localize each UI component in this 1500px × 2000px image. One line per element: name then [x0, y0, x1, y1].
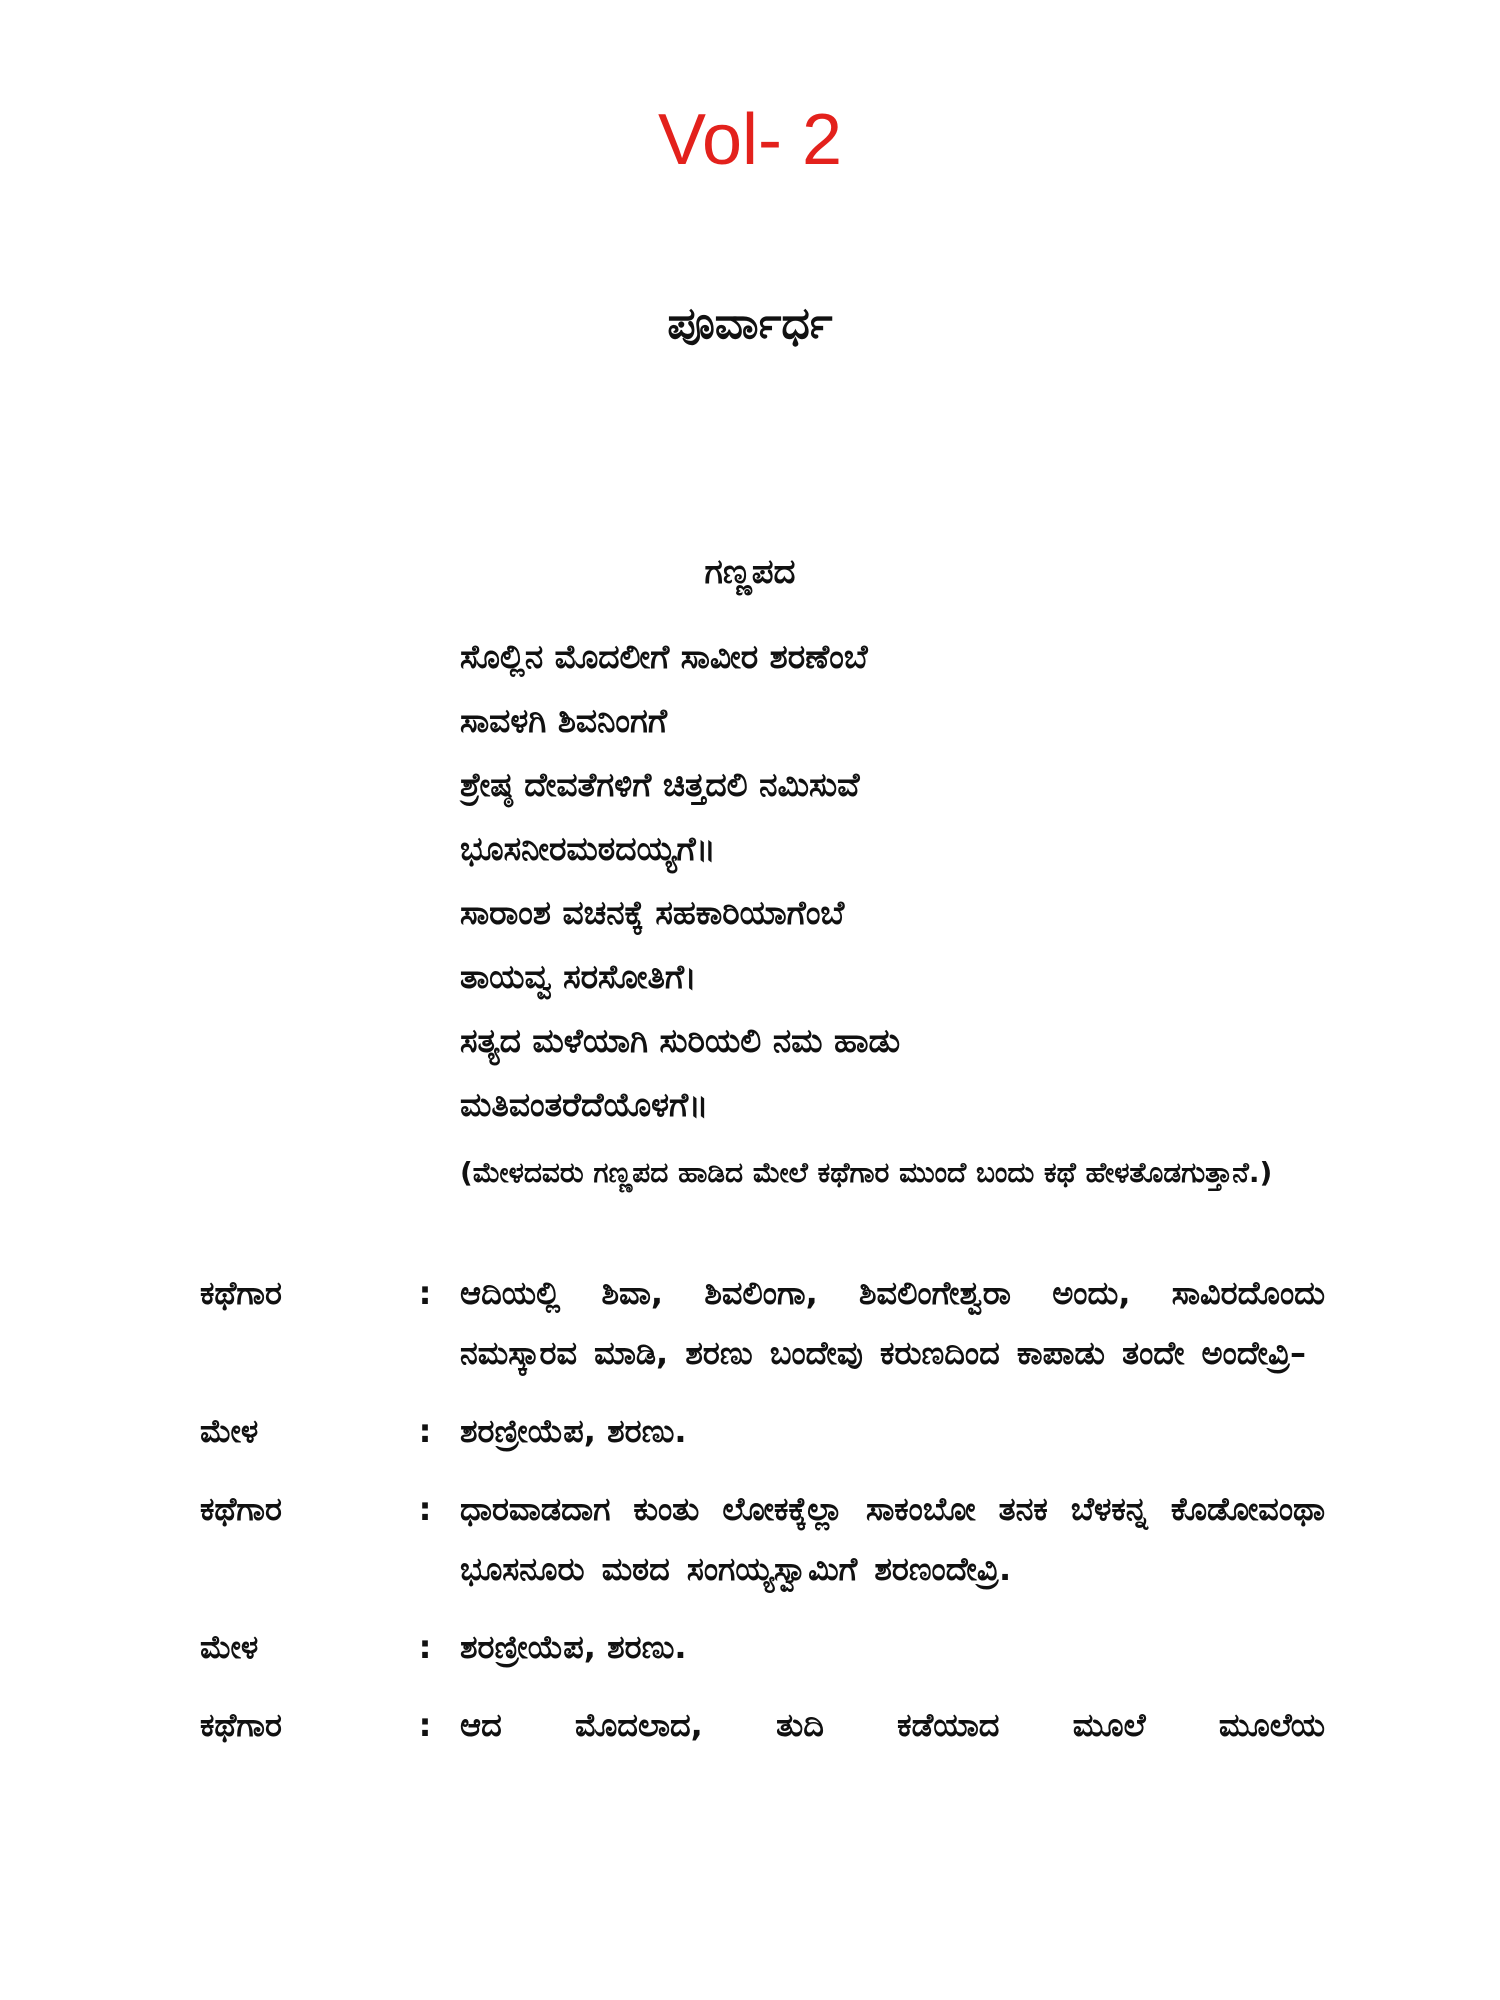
speaker-separator: : — [418, 1490, 432, 1528]
speaker-name: ಕಥೆಗಾರ — [200, 1706, 282, 1744]
speaker-name: ಮೇಳ — [200, 1628, 259, 1666]
dialogue-row — [200, 1401, 1325, 1461]
dialogue-section — [200, 1263, 1325, 1773]
speech-text: ಶರಣ್ರೀಯೆಪ, ಶರಣು. — [460, 1628, 687, 1666]
verse-line: ಮತಿವಂತರೆದೆಯೊಳಗೆ॥ — [460, 1085, 709, 1124]
speech-text: ಆದಿಯಲ್ಲಿ ಶಿವಾ, ಶಿವಲಿಂಗಾ, ಶಿವಲಿಂಗೇಶ್ವರಾ ಅಂದು, ಸಾವಿರದೊಂದು ನಮಸ್ಕಾರವ ಮಾಡಿ, ಶರಣು ಬಂದೇವು ಕರುಣದಿಂದ ಕಾಪಾಡು ತಂದೇ ಅಂದೇವ್ರಿ– — [460, 1274, 1325, 1372]
speaker-separator: : — [418, 1628, 432, 1666]
verse-line: ಸಾವಳಗಿ ಶಿವನಿಂಗಗೆ — [460, 701, 668, 740]
speech-text: ಧಾರವಾಡದಾಗ ಕುಂತು ಲೋಕಕ್ಕೆಲ್ಲಾ ಸಾಕಂಬೋ ತನಕ ಬೆಳಕನ್ನ ಕೊಡೋವಂಥಾ ಭೂಸನೂರು ಮಠದ ಸಂಗಯ್ಯಸ್ವಾಮಿಗೆ ಶರಣಂದೇವ್ರಿ. — [460, 1490, 1325, 1588]
speaker-separator: : — [418, 1412, 432, 1450]
dialogue-row — [200, 1695, 1325, 1755]
part-title: ಪೂರ್ವಾರ್ಧ — [667, 298, 833, 349]
stage-direction: (ಮೇಳದವರು ಗಣ್ಣಪದ ಹಾಡಿದ ಮೇಲೆ ಕಥೆಗಾರ ಮುಂದೆ ಬಂದು ಕಥೆ ಹೇಳತೊಡಗುತ್ತಾನೆ.) — [460, 1156, 1273, 1189]
verse-line: ಶ್ರೇಷ್ಠ ದೇವತೆಗಳಿಗೆ ಚಿತ್ತದಲಿ ನಮಿಸುವೆ — [460, 765, 860, 804]
speaker-name: ಮೇಳ — [200, 1412, 259, 1450]
song-title: ಗಣ್ಣಪದ — [704, 552, 796, 592]
speaker-name: ಕಥೆಗಾರ — [200, 1490, 282, 1528]
speaker-separator: : — [418, 1706, 432, 1744]
verse-line: ಸೊಲ್ಲಿನ ಮೊದಲೀಗೆ ಸಾವೀರ ಶರಣೆಂಬೆ — [460, 637, 868, 676]
dialogue-row — [200, 1617, 1325, 1677]
speech-text: ಆದ ಮೊದಲಾದ, ತುದಿ ಕಡೆಯಾದ ಮೂಲೆ ಮೂಲೆಯ — [460, 1706, 1325, 1744]
speaker-separator: : — [418, 1274, 432, 1312]
verse-line: ಸಾರಾಂಶ ವಚನಕ್ಕೆ ಸಹಕಾರಿಯಾಗೆಂಬೆ — [460, 893, 845, 932]
dialogue-row — [200, 1479, 1325, 1599]
speaker-name: ಕಥೆಗಾರ — [200, 1274, 282, 1312]
verse-line: ತಾಯವ್ವ ಸರಸೋತಿಗೆ। — [460, 957, 697, 996]
dialogue-row — [200, 1263, 1325, 1383]
verse-line: ಸತ್ಯದ ಮಳೆಯಾಗಿ ಸುರಿಯಲಿ ನಮ ಹಾಡು — [460, 1021, 901, 1060]
song-verse — [460, 625, 1320, 1137]
verse-line: ಭೂಸನೀರಮಠದಯ್ಯಗೆ॥ — [460, 829, 716, 868]
volume-label: Vol- 2 — [657, 100, 843, 180]
speech-text: ಶರಣ್ರೀಯೆಪ, ಶರಣು. — [460, 1412, 687, 1450]
